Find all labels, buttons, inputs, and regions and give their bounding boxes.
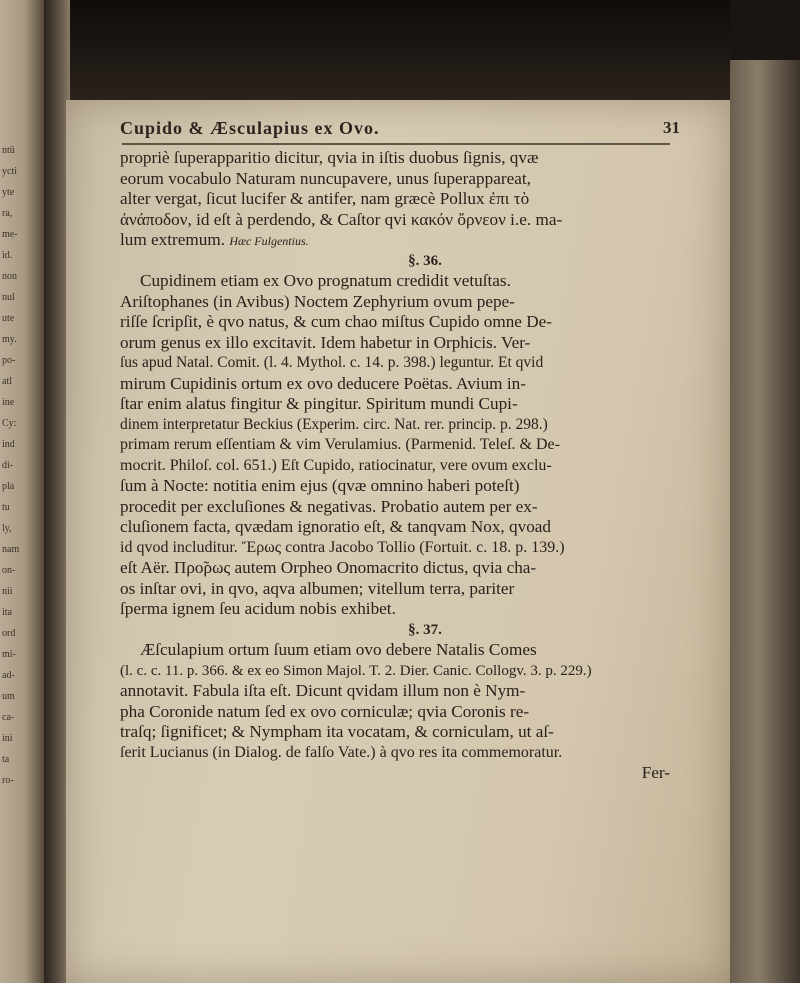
previous-page-fragment: nii	[2, 586, 13, 597]
text-line: primam rerum eſſentiam & vim Verulamius. (Parmenid. Teleſ. & De-	[120, 436, 560, 453]
text-line: id qvod includitur. Ἔρως contra Jacobo Tollio (Fortuit. c. 18. p. 139.)	[120, 538, 565, 556]
previous-page-fragment: ind	[2, 439, 15, 450]
previous-page-fragment: um	[2, 691, 15, 702]
text-line: Cupidinem etiam ex Ovo prognatum credidit vetuſtas.	[140, 271, 511, 290]
previous-page-edge	[0, 0, 44, 983]
previous-page-fragment: on-	[2, 565, 16, 576]
text-line: orum genus ex illo excitavit. Idem habetur in Orphicis. Ver-	[120, 332, 531, 352]
previous-page-fragment: ntū	[2, 145, 15, 156]
previous-page-fragment: non	[2, 271, 17, 282]
text-line: mirum Cupidinis ortum ex ovo deducere Poëtas. Avium in-	[120, 373, 526, 393]
text-line: eſt Aër. Προ̃ρως autem Orpheo Onomacrito dictus, qvia cha-	[120, 558, 537, 577]
previous-page-fragment: ine	[2, 397, 15, 408]
previous-page-fragment: nam	[2, 544, 20, 555]
previous-page-fragment: ycti	[2, 166, 17, 177]
previous-page-fragment: ca-	[2, 712, 15, 723]
previous-page-fragment: tu	[2, 502, 10, 513]
previous-page-fragment: ad-	[2, 670, 15, 681]
text-line: dinem interpretatur Beckius (Experim. circ. Nat. rer. princip. p. 298.)	[120, 415, 548, 433]
header-rule	[122, 143, 670, 145]
running-title: Cupido & Æsculapius ex Ovo.	[120, 118, 380, 138]
previous-page-fragment: po-	[2, 355, 16, 366]
previous-page-fragment: Cy:	[2, 418, 17, 429]
previous-page-fragment: pla	[2, 481, 15, 492]
previous-page-fragment: ta	[2, 754, 10, 765]
text-line: (l. c. c. 11. p. 366. & ex eo Simon Majol. T. 2. Dier. Canic. Collogv. 3. p. 229.)	[120, 662, 592, 679]
text-line: ἀνάποδον, id eſt à perdendo, & Caſtor qvi κακόν ὄρνεον i.e. ma-	[120, 209, 563, 229]
catchword: Fer-	[641, 763, 670, 782]
author-reference: Hæc Fulgentius.	[229, 234, 309, 248]
text-line: propriè ſuperapparitio dicitur, qvia in iſtis duobus ſignis, qvæ	[120, 148, 539, 167]
text-line-segment: lum extremum.	[120, 230, 226, 249]
text-line: Æſculapium ortum ſuum etiam ovo debere Natalis Comes	[140, 640, 537, 659]
running-header	[120, 118, 680, 142]
text-line: procedit per excluſiones & negativas. Probatio autem per ex-	[120, 496, 538, 516]
previous-page-fragment: ra,	[2, 208, 13, 219]
page-number: 31	[663, 118, 680, 137]
text-line: eorum vocabulo Naturam nuncupavere, unus ſuperappareat,	[120, 168, 531, 188]
section-heading-37: §. 37.	[408, 621, 442, 638]
section-heading-36: §. 36.	[408, 252, 442, 269]
text-line: ſerit Lucianus (in Dialog. de falſo Vate.) à qvo res ita commemoratur.	[120, 743, 563, 761]
text-line: pha Coronide natum ſed ex ovo corniculæ; qvia Coronis re-	[120, 701, 530, 721]
previous-page-fragment: ini	[2, 733, 13, 744]
previous-page-fragment: yte	[2, 187, 15, 198]
text-line: traſq; ſignificet; & Nympham ita vocatam, & corniculam, ut aſ-	[120, 722, 554, 741]
text-line: ſus apud Natal. Comit. (l. 4. Mythol. c. 14. p. 398.) leguntur. Et qvid	[120, 354, 544, 371]
page-edge-right	[730, 60, 800, 983]
text-line: ſum à Nocte: notitia enim ejus (qvæ omnino haberi poteſt)	[120, 476, 520, 495]
text-line: ſperma ignem ſeu acidum nobis exhibet.	[120, 599, 396, 618]
previous-page-fragment: atl	[2, 376, 12, 387]
previous-page-fragment: ute	[2, 313, 15, 324]
previous-page-fragment: ro-	[2, 775, 14, 786]
text-line: ſtar enim alatus fingitur & pingitur. Spiritum mundi Cupi-	[120, 394, 518, 413]
previous-page-fragment: nul	[2, 292, 15, 303]
page-body	[120, 148, 690, 783]
previous-page-fragment: ita	[2, 607, 12, 618]
previous-page-fragment: ly,	[2, 523, 12, 534]
previous-page-fragment: id.	[2, 250, 13, 261]
text-line: mocrit. Philoſ. col. 651.) Eſt Cupido, ratiocinatur, vere ovum exclu-	[120, 456, 552, 474]
text-line: Ariſtophanes (in Avibus) Noctem Zephyrium ovum pepe-	[120, 291, 515, 311]
previous-page-fragment: mi-	[2, 649, 16, 660]
previous-page-fragment: my.	[2, 334, 17, 345]
text-line: annotavit. Fabula iſta eſt. Dicunt qvidam illum non è Nym-	[120, 681, 526, 700]
text-line	[120, 230, 690, 251]
text-line: alter vergat, ſicut lucifer & antifer, nam græcè Pollux ἐπι τὸ	[120, 189, 530, 208]
previous-page-fragment: ord	[2, 628, 16, 639]
text-line: os inſtar ovi, in qvo, aqva albumen; vitellum terra, pariter	[120, 578, 515, 598]
text-line: cluſionem facta, qvædam ignoratio eſt, & tanqvam Nox, qvoad	[120, 517, 552, 536]
text-line: riſſe ſcripſit, è qvo natus, & cum chao miſtus Cupido omne De-	[120, 312, 552, 331]
previous-page-fragment: di-	[2, 460, 14, 471]
previous-page-fragment: me-	[2, 229, 18, 240]
scan-top-shadow	[66, 0, 730, 100]
